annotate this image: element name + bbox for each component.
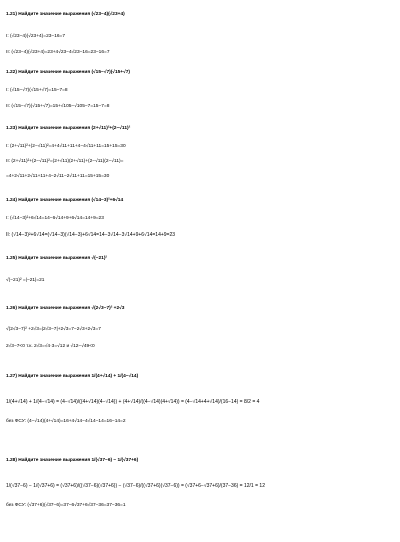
- solution-line: II: (√15−√7)(√15+√7)=15+√105−√105−7=15−7=8: [6, 104, 110, 109]
- solution-line: I: (√15−√7)(√15+√7)=15−7=8: [6, 88, 68, 93]
- problem-1-22: [6, 66, 396, 113]
- solution-line: I: (2+√11)²+(2−√11)²=4+4√11+11+4−4√11+11=15+15=30: [6, 144, 126, 149]
- solution-line: II: (2+√11)²+(2−√11)²=(2+√11)(2+√11)+(2−√11)(2−√11)=: [6, 159, 124, 164]
- problem-title: 1.26) Найдите значение выражения √(2√3−7)² +2√3: [6, 306, 125, 311]
- problem-title: 1.25) Найдите значение выражения √(−21)²: [6, 256, 108, 261]
- solution-line: I: (√14−3)²+6√14=14−6√14+9+6√14=14+9=23: [6, 216, 104, 221]
- problem-title: 1.27) Найдите значение выражения 1/(4+√14) + 1/(4−√14): [6, 374, 139, 379]
- solution-line: I: (√23−4)(√23+4)=23−16=7: [6, 34, 66, 39]
- problem-1-28: [6, 454, 396, 512]
- solution-line: 1/(√37−6) − 1/(√37+6) = (√37+6)/((√37−6)(√37+6)) − (√37−6)/((√37+6)(√37−6)) = (√37+6−√37+6)/(37−36) = 12/1 = 12: [6, 483, 265, 489]
- solution-line: 2√3−7<0 т.к. 2√3=√4·3=√12 и √12−√49<0: [6, 344, 95, 349]
- solution-line: без ФСУ: (4−√14)(4+√14)=16+4√14−4√14−14=16−14=2: [6, 419, 126, 424]
- problem-1-21: [6, 8, 396, 59]
- solution-line: =4+2√11+2√11+11+4−2√11−2√11+11=15+15=30: [6, 174, 110, 179]
- problem-1-23: [6, 122, 396, 183]
- problem-title: 1.24) Найдите значение выражения (√14−3)²+6√14: [6, 198, 124, 203]
- problem-title: 1.22) Найдите значение выражения (√15−√7)(√15+√7): [6, 70, 130, 75]
- problem-title: 1.28) Найдите значение выражения 1/(√37−6) − 1/(√37+6): [6, 458, 139, 463]
- problem-title: 1.23) Найдите значение выражения (2+√11)²+(2−√11)²: [6, 126, 131, 131]
- solution-line: II: (√14−3)²+6√14=(√14−3)(√14−3)+6√14=14−3√14−3√14+9+6√14=14+9=23: [6, 232, 176, 238]
- solution-line: √(−21)² =|−21|=21: [6, 278, 45, 283]
- solution-line: II: (√23−4)(√23+4)=23+4√23−4√23−16=23−16=7: [6, 50, 110, 55]
- problem-1-27: [6, 370, 396, 428]
- solution-line: без ФСУ: (√37+6)(√37−6)=37−6√37+6√37−36=37−36=1: [6, 503, 126, 508]
- problem-1-26: [6, 302, 396, 353]
- problem-1-24: [6, 194, 396, 241]
- solution-line: 1/(4+√14) + 1/(4−√14) = (4−√14)/((4+√14)(4−√14)) + (4+√14)/((4−√14)(4+√14)) = (4−√14+4+√14)/(16−14) = 8/2 = 4: [6, 399, 260, 405]
- problem-title: 1.21) Найдите значение выражения (√23−4)(√23+4): [6, 12, 125, 17]
- problem-1-25: [6, 252, 396, 287]
- solution-line: √(2√3−7)² +2√3=|2√3−7|+2√3=7−2√3+2√3=7: [6, 327, 101, 332]
